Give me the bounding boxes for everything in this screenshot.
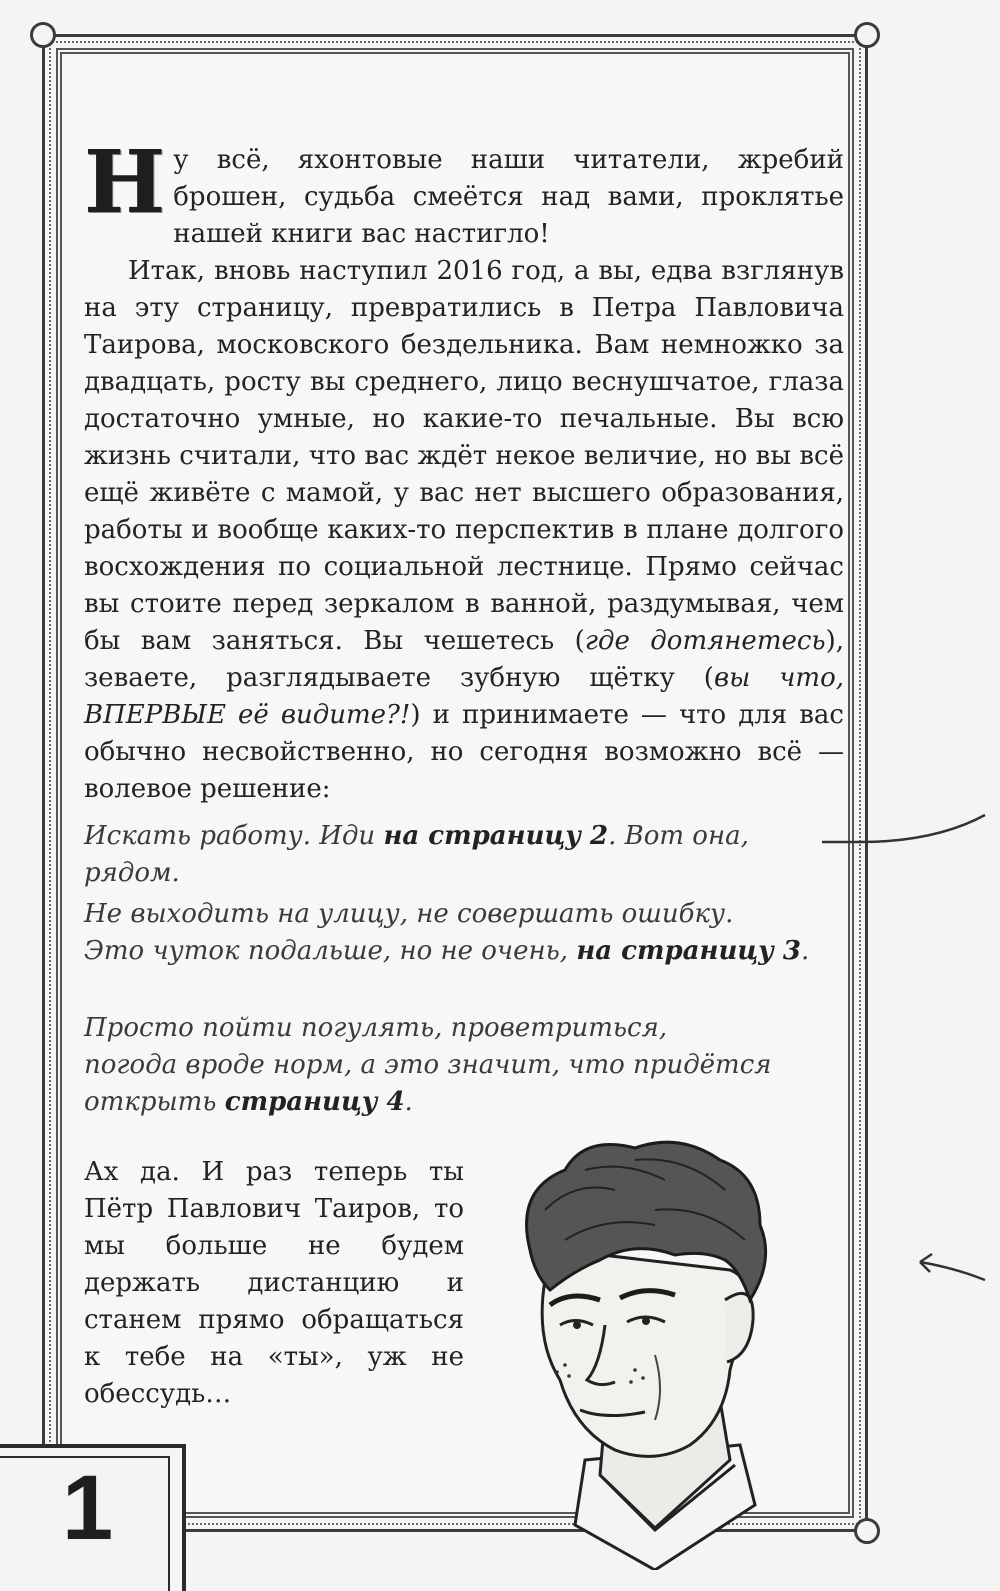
- page-number: 1: [62, 1457, 114, 1559]
- main-text-part: ) и принимаете — что для вас обычно несвойственно, но сегодня возможно всё — волевое решение:: [84, 700, 844, 804]
- man-portrait-icon: [505, 1130, 795, 1570]
- choice-line: погода вроде норм, а это значит, что придётся: [84, 1050, 772, 1080]
- page-content: [84, 132, 844, 1409]
- page-link-3[interactable]: на страницу 3: [576, 936, 801, 966]
- main-text-aside: где дотянетесь: [584, 626, 826, 656]
- choice-page-3[interactable]: [84, 896, 809, 970]
- intro-paragraph: [84, 132, 844, 253]
- main-paragraph: [84, 253, 844, 808]
- frame-corner-ornament: [854, 22, 880, 48]
- frame-corner-ornament: [854, 1518, 880, 1544]
- arrow-head-icon: [920, 1254, 932, 1272]
- page-link-2[interactable]: на страницу 2: [383, 821, 609, 851]
- main-text-part: Итак, вновь наступил 2016 год, а вы, едва взглянув на эту страницу, превратились в Петра Павловича Таирова, московского бездельника. Вам немножко за двадцать, росту вы среднего, лицо веснушчатое, глаза достаточно умные, но какие-то печальные. Вы всю жизнь считали, что вас ждёт некое величие, но вы всё ещё живёте с мамой, у вас нет высшего образования, работы и вообще каких-то перспектив в плане долгого восхождения по социальной лестнице. Прямо сейчас вы стоите перед зеркалом в ванной, раздумывая, чем бы вам заняться. Вы чешетесь (: [84, 256, 844, 656]
- choice-line: Это чуток подальше, но не очень, на страницу 3.: [84, 936, 810, 966]
- choice-line: Не выходить на улицу, не совершать ошибку.: [84, 899, 734, 929]
- page-link-4[interactable]: страницу 4: [224, 1087, 405, 1117]
- choice-line: Искать работу. Иди на страницу 2. Вот она, рядом.: [84, 821, 749, 888]
- arrow-from-page-4-icon: [920, 1262, 985, 1280]
- main-text-part: ), зеваете, разглядываете зубную щётку (: [84, 626, 844, 693]
- outro-paragraph: Ах да. И раз теперь ты Пётр Павлович Таиров, то мы больше не будем держать дистанцию и станем прямо обращаться к тебе на «ты», уж не обессудь…: [84, 1157, 464, 1409]
- drop-cap: Н: [84, 132, 166, 233]
- intro-text: у всё, яхонтовые наши читатели, жребий брошен, судьба смеётся над вами, проклятье нашей книги вас настигло!: [173, 145, 844, 249]
- choice-line: открыть страницу 4.: [84, 1087, 413, 1117]
- frame-corner-ornament: [30, 22, 56, 48]
- choice-page-2[interactable]: [84, 818, 844, 892]
- choice-page-4[interactable]: [84, 1010, 772, 1121]
- main-text-aside: вы что, ВПЕРВЫЕ её видите?!: [84, 663, 844, 730]
- choice-line: Просто пойти погулять, проветриться,: [84, 1013, 668, 1043]
